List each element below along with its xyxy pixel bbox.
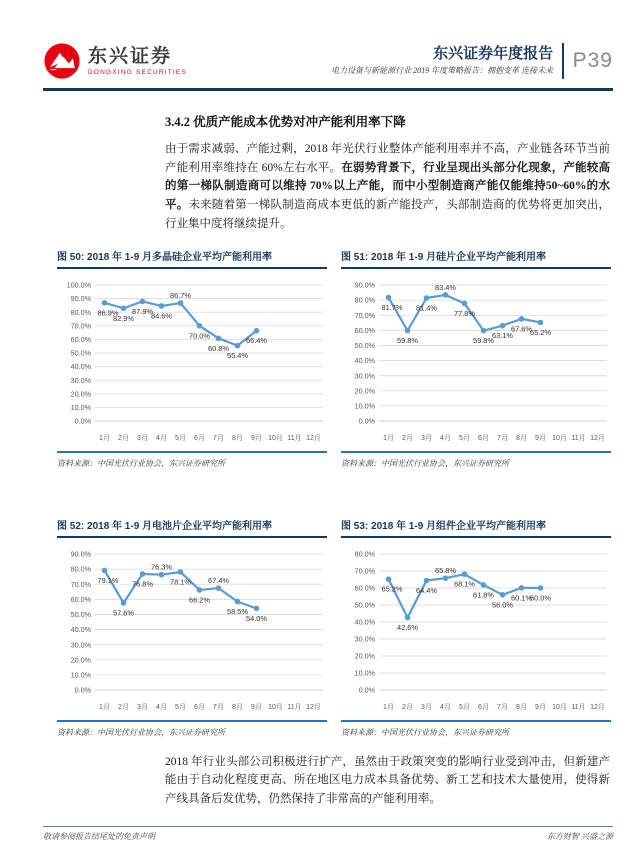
svg-text:66.4%: 66.4%	[246, 335, 267, 345]
svg-text:11月: 11月	[287, 703, 302, 711]
svg-text:60.0%: 60.0%	[70, 594, 91, 604]
figure-52-line-chart	[57, 544, 327, 718]
svg-text:7月: 7月	[497, 703, 508, 711]
report-title-block	[331, 46, 553, 77]
svg-text:61.8%: 61.8%	[473, 590, 494, 600]
svg-text:58.5%: 58.5%	[227, 606, 248, 616]
svg-text:77.8%: 77.8%	[454, 308, 475, 318]
svg-text:63.1%: 63.1%	[492, 330, 513, 340]
svg-text:4月: 4月	[440, 434, 451, 442]
svg-text:60.0%: 60.0%	[354, 325, 375, 335]
svg-text:3月: 3月	[421, 434, 432, 442]
svg-text:40.0%: 40.0%	[354, 355, 375, 365]
svg-text:76.3%: 76.3%	[151, 562, 172, 572]
svg-text:9月: 9月	[535, 703, 546, 711]
svg-text:59.8%: 59.8%	[397, 335, 418, 345]
svg-text:10月: 10月	[268, 434, 283, 442]
svg-text:70.0%: 70.0%	[354, 566, 375, 576]
svg-text:100.0%: 100.0%	[66, 280, 91, 290]
svg-text:50.0%: 50.0%	[70, 348, 91, 358]
figures-grid	[57, 248, 613, 738]
svg-text:0.0%: 0.0%	[358, 416, 375, 426]
svg-text:30.0%: 30.0%	[70, 639, 91, 649]
svg-text:5月: 5月	[175, 434, 186, 442]
svg-text:70.0%: 70.0%	[189, 330, 210, 340]
svg-text:70.0%: 70.0%	[70, 321, 91, 331]
svg-text:54.0%: 54.0%	[246, 613, 267, 623]
svg-text:90.0%: 90.0%	[70, 293, 91, 303]
svg-text:10月: 10月	[552, 703, 567, 711]
svg-text:0.0%: 0.0%	[74, 685, 91, 695]
paragraph-1	[165, 140, 610, 234]
paragraph-2: 2018 年行业头部公司积极进行扩产，虽然由于政策突变的影响行业受到冲击，但新建产能由于自动化程度更高、所在地区电力成本具备优势、新工艺和技术大量使用，使得新产线具备后发优势，仍然保持了非常高的产能利用率。	[165, 755, 610, 806]
svg-text:8月: 8月	[232, 703, 243, 711]
svg-text:40.0%: 40.0%	[70, 361, 91, 371]
page-footer	[43, 826, 613, 842]
svg-text:80.0%: 80.0%	[70, 307, 91, 317]
footer-disclaimer: 敬请参阅报告结尾处的免责声明	[43, 832, 155, 841]
svg-text:80.0%: 80.0%	[70, 564, 91, 574]
svg-text:5月: 5月	[459, 434, 470, 442]
svg-text:90.0%: 90.0%	[70, 549, 91, 559]
svg-text:6月: 6月	[478, 703, 489, 711]
svg-text:1月: 1月	[383, 434, 394, 442]
paragraph-1-normal-a: 由于需求减弱、产能过剩，2018 年光伏行业整体产能利用率并不高，产业链各环节当前产能利用率维持在 60%左右水平。	[165, 143, 610, 174]
svg-text:2月: 2月	[402, 434, 413, 442]
figure-50-source: 资料来源：中国光伏行业协会，东兴证券研究所	[57, 451, 327, 469]
svg-text:86.9%: 86.9%	[97, 307, 119, 317]
svg-text:0.0%: 0.0%	[358, 685, 375, 695]
svg-text:7月: 7月	[497, 434, 508, 442]
svg-text:10.0%: 10.0%	[354, 401, 375, 411]
header-right	[331, 43, 613, 79]
svg-text:60.8%: 60.8%	[208, 343, 229, 353]
svg-text:42.6%: 42.6%	[397, 622, 418, 632]
svg-text:55.4%: 55.4%	[227, 350, 248, 360]
paragraph-1-bold: 在弱势背景下，行业呈现出头部分化现象，产能较高的第一梯队制造商可以维持 70%以上产能，而中小型制造商产能仅能维持50~60%的水平。	[165, 161, 610, 212]
page-number: P39	[572, 49, 613, 72]
svg-text:40.0%: 40.0%	[70, 624, 91, 634]
svg-text:30.0%: 30.0%	[70, 375, 91, 385]
svg-text:79.1%: 79.1%	[97, 575, 119, 585]
svg-text:8月: 8月	[232, 434, 243, 442]
dongxing-logo-icon	[43, 42, 81, 80]
report-subtitle: 电力设备与新能源行业 2019 年度策略报告：拥抱变革 连接未来	[331, 66, 554, 76]
svg-text:81.4%: 81.4%	[416, 303, 437, 313]
svg-text:1月: 1月	[99, 434, 110, 442]
svg-text:78.1%: 78.1%	[170, 577, 191, 587]
svg-text:10.0%: 10.0%	[70, 670, 91, 680]
svg-text:50.0%: 50.0%	[354, 600, 375, 610]
svg-text:11月: 11月	[287, 434, 302, 442]
svg-text:70.0%: 70.0%	[70, 579, 91, 589]
figure-53	[341, 517, 611, 738]
logo-name-cn: 东兴证券	[88, 45, 173, 67]
svg-text:50.0%: 50.0%	[354, 340, 375, 350]
svg-text:5月: 5月	[175, 703, 186, 711]
figure-52-source: 资料来源：中国光伏行业协会，东兴证券研究所	[57, 720, 327, 738]
company-logo	[43, 42, 187, 80]
svg-text:2月: 2月	[118, 703, 129, 711]
svg-text:10月: 10月	[268, 703, 283, 711]
figure-53-title: 图 53: 2018 年 1-9 月组件企业平均产能利用率	[341, 517, 611, 538]
svg-text:30.0%: 30.0%	[354, 370, 375, 380]
svg-text:6月: 6月	[194, 434, 205, 442]
figure-51-source: 资料来源：中国光伏行业协会，东兴证券研究所	[341, 451, 611, 469]
svg-text:20.0%: 20.0%	[70, 389, 91, 399]
svg-text:6月: 6月	[478, 434, 489, 442]
svg-text:10.0%: 10.0%	[354, 668, 375, 678]
svg-text:9月: 9月	[251, 434, 262, 442]
svg-text:67.4%: 67.4%	[208, 575, 229, 585]
svg-text:67.6%: 67.6%	[511, 324, 532, 334]
logo-text	[88, 47, 187, 76]
figure-53-line-chart	[341, 544, 611, 718]
svg-text:60.1%: 60.1%	[511, 593, 532, 603]
figure-53-source: 资料来源：中国光伏行业协会，东兴证券研究所	[341, 720, 611, 738]
svg-text:76.8%: 76.8%	[132, 579, 153, 589]
svg-text:12月: 12月	[590, 434, 605, 442]
figure-52	[57, 517, 327, 738]
svg-text:81.7%: 81.7%	[381, 302, 403, 312]
header-rule	[43, 88, 613, 91]
svg-text:65.2%: 65.2%	[381, 584, 403, 594]
figure-50-title: 图 50: 2018 年 1-9 月多晶硅企业平均产能利用率	[57, 248, 327, 269]
svg-text:83.4%: 83.4%	[435, 282, 456, 292]
svg-text:4月: 4月	[156, 434, 167, 442]
svg-text:65.8%: 65.8%	[435, 565, 456, 575]
svg-text:86.7%: 86.7%	[170, 290, 191, 300]
figure-50-line-chart	[57, 275, 327, 449]
figure-52-title: 图 52: 2018 年 1-9 月电池片企业平均产能利用率	[57, 517, 327, 538]
svg-text:66.2%: 66.2%	[189, 595, 210, 605]
svg-text:11月: 11月	[571, 703, 586, 711]
svg-text:87.9%: 87.9%	[132, 306, 153, 316]
svg-text:7月: 7月	[213, 434, 224, 442]
svg-text:80.0%: 80.0%	[354, 295, 375, 305]
svg-text:80.0%: 80.0%	[354, 549, 375, 559]
svg-text:40.0%: 40.0%	[354, 617, 375, 627]
svg-text:20.0%: 20.0%	[354, 651, 375, 661]
svg-text:84.6%: 84.6%	[151, 311, 172, 321]
svg-text:30.0%: 30.0%	[354, 634, 375, 644]
svg-text:6月: 6月	[194, 703, 205, 711]
logo-name-en: DONGXING SECURITIES	[88, 68, 188, 76]
svg-text:1月: 1月	[383, 703, 394, 711]
svg-text:9月: 9月	[535, 434, 546, 442]
svg-text:12月: 12月	[590, 703, 605, 711]
svg-text:2月: 2月	[402, 703, 413, 711]
svg-text:68.1%: 68.1%	[454, 579, 475, 589]
svg-text:11月: 11月	[571, 434, 586, 442]
svg-text:10月: 10月	[552, 434, 567, 442]
svg-text:50.0%: 50.0%	[70, 609, 91, 619]
svg-text:3月: 3月	[421, 703, 432, 711]
svg-text:59.8%: 59.8%	[473, 335, 494, 345]
paragraph-1-normal-b: 未来随着第一梯队制造商成本更低的新产能投产，头部制造商的优势将更加突出，行业集中度将继续提升。	[165, 199, 611, 230]
svg-text:12月: 12月	[306, 434, 321, 442]
svg-text:60.0%: 60.0%	[354, 583, 375, 593]
svg-text:4月: 4月	[156, 703, 167, 711]
svg-text:90.0%: 90.0%	[354, 280, 375, 290]
svg-text:70.0%: 70.0%	[354, 310, 375, 320]
svg-text:60.0%: 60.0%	[530, 593, 551, 603]
page-header	[43, 42, 613, 80]
svg-text:1月: 1月	[99, 703, 110, 711]
svg-text:4月: 4月	[440, 703, 451, 711]
figure-50	[57, 248, 327, 469]
footer-slogan: 东方财智 兴盛之源	[547, 832, 613, 841]
svg-text:8月: 8月	[516, 703, 527, 711]
svg-text:7月: 7月	[213, 703, 224, 711]
svg-text:64.4%: 64.4%	[416, 585, 437, 595]
figure-51	[341, 248, 611, 469]
svg-text:65.2%: 65.2%	[530, 327, 551, 337]
svg-text:82.9%: 82.9%	[113, 313, 134, 323]
svg-text:12月: 12月	[306, 703, 321, 711]
svg-text:10.0%: 10.0%	[70, 402, 91, 412]
figure-51-title: 图 51: 2018 年 1-9 月硅片企业平均产能利用率	[341, 248, 611, 269]
svg-text:20.0%: 20.0%	[354, 386, 375, 396]
section-heading: 3.4.2 优质产能成本优势对冲产能利用率下降	[165, 115, 406, 129]
svg-text:56.0%: 56.0%	[492, 599, 513, 609]
header-vertical-divider	[562, 43, 564, 79]
figure-51-line-chart	[341, 275, 611, 449]
svg-text:0.0%: 0.0%	[74, 416, 91, 426]
svg-text:9月: 9月	[251, 703, 262, 711]
svg-text:60.0%: 60.0%	[70, 334, 91, 344]
svg-text:3月: 3月	[137, 703, 148, 711]
svg-text:57.6%: 57.6%	[113, 608, 134, 618]
report-title: 东兴证券年度报告	[433, 44, 554, 62]
svg-text:5月: 5月	[459, 703, 470, 711]
svg-text:20.0%: 20.0%	[70, 655, 91, 665]
svg-text:8月: 8月	[516, 434, 527, 442]
svg-text:2月: 2月	[118, 434, 129, 442]
svg-text:3月: 3月	[137, 434, 148, 442]
